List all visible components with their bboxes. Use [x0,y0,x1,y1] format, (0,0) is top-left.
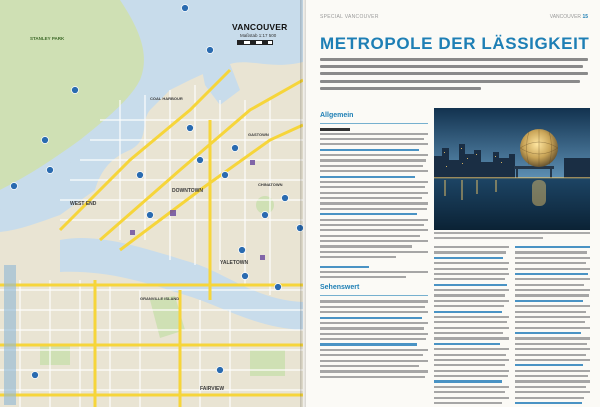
district-label: GASTOWN [248,132,269,137]
article-title: METROPOLE DER LÄSSIGKEIT [320,34,590,53]
section-heading-sehenswert: Sehenswert [320,284,360,292]
district-label: STANLEY PARK [30,36,65,41]
article-lede [320,58,588,94]
district-label: CHINATOWN [258,182,283,187]
district-label: FAIRVIEW [200,386,225,392]
map-scale-label: Maßstab 1:17 500 [240,33,277,38]
map-scalebar [237,40,273,45]
district-label: COAL HARBOUR [150,96,183,101]
column-allgemein [320,110,428,381]
city-night-photo [434,108,590,230]
header-section-label: VANCOUVER [549,14,582,20]
article-page [306,0,600,407]
map-title: VANCOUVER [232,22,288,32]
section-heading-allgemein: Allgemein [320,112,354,119]
column-middle [434,246,509,407]
district-label: GRANVILLE ISLAND [140,296,180,301]
photo-caption [434,232,590,241]
page-number-header [550,14,588,20]
district-label: WEST END [70,201,97,207]
running-header: SPECIAL VANCOUVER [320,14,379,20]
district-label: YALETOWN [220,260,249,266]
column-right [515,246,590,407]
page-number: 15 [582,14,588,20]
district-label: DOWNTOWN [172,188,204,194]
